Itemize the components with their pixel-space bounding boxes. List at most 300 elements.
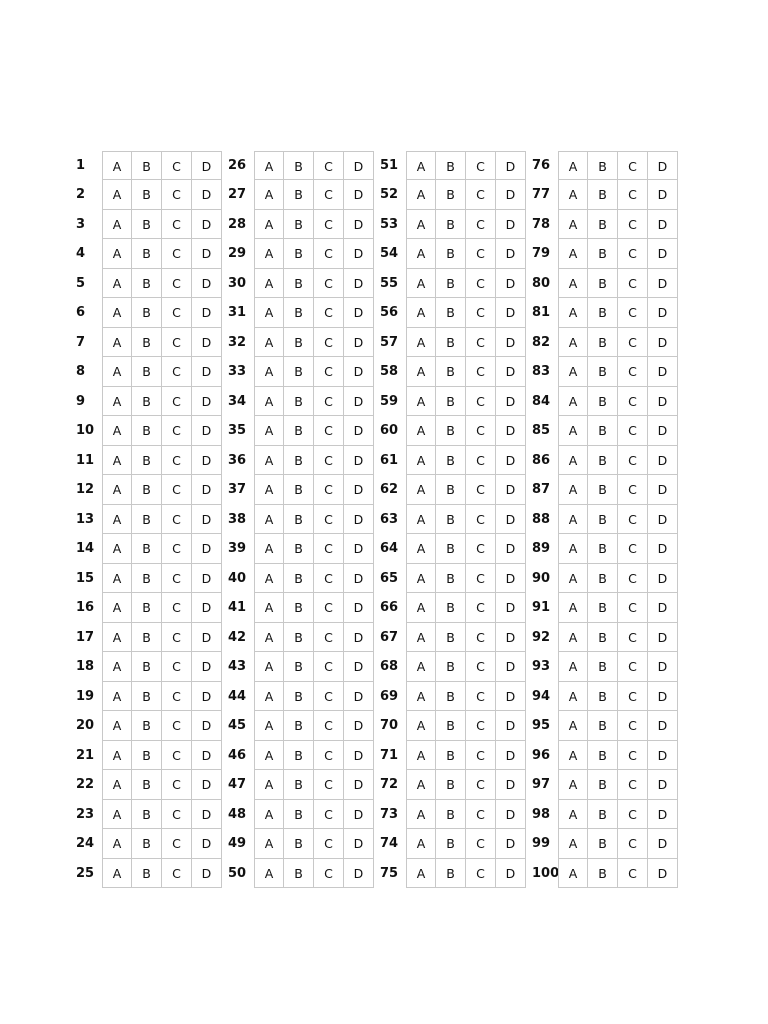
- answer-choice-b[interactable]: B: [436, 682, 466, 711]
- answer-choice-b[interactable]: B: [588, 446, 618, 475]
- answer-choice-a[interactable]: A: [102, 475, 132, 504]
- answer-choice-a[interactable]: A: [558, 741, 588, 770]
- answer-choice-c[interactable]: C: [618, 652, 648, 681]
- answer-choice-b[interactable]: B: [436, 210, 466, 239]
- answer-choice-c[interactable]: C: [162, 770, 192, 799]
- answer-choice-d[interactable]: D: [496, 180, 526, 209]
- answer-choice-a[interactable]: A: [406, 711, 436, 740]
- answer-choice-a[interactable]: A: [254, 328, 284, 357]
- answer-choice-a[interactable]: A: [102, 328, 132, 357]
- answer-choice-d[interactable]: D: [192, 682, 222, 711]
- answer-choice-a[interactable]: A: [254, 151, 284, 180]
- answer-choice-a[interactable]: A: [406, 829, 436, 858]
- answer-choice-b[interactable]: B: [436, 770, 466, 799]
- answer-choice-c[interactable]: C: [162, 210, 192, 239]
- answer-choice-d[interactable]: D: [496, 328, 526, 357]
- answer-choice-a[interactable]: A: [558, 564, 588, 593]
- answer-choice-c[interactable]: C: [314, 328, 344, 357]
- answer-choice-c[interactable]: C: [466, 564, 496, 593]
- answer-choice-b[interactable]: B: [436, 151, 466, 180]
- answer-choice-a[interactable]: A: [558, 770, 588, 799]
- answer-choice-a[interactable]: A: [102, 682, 132, 711]
- answer-choice-c[interactable]: C: [162, 741, 192, 770]
- answer-choice-b[interactable]: B: [132, 800, 162, 829]
- answer-choice-b[interactable]: B: [284, 210, 314, 239]
- answer-choice-d[interactable]: D: [192, 475, 222, 504]
- answer-choice-c[interactable]: C: [618, 564, 648, 593]
- answer-choice-c[interactable]: C: [466, 652, 496, 681]
- answer-choice-a[interactable]: A: [558, 416, 588, 445]
- answer-choice-d[interactable]: D: [192, 859, 222, 888]
- answer-choice-c[interactable]: C: [162, 534, 192, 563]
- answer-choice-a[interactable]: A: [102, 151, 132, 180]
- answer-choice-d[interactable]: D: [648, 210, 678, 239]
- answer-choice-a[interactable]: A: [558, 298, 588, 327]
- answer-choice-c[interactable]: C: [162, 239, 192, 268]
- answer-choice-b[interactable]: B: [284, 505, 314, 534]
- answer-choice-a[interactable]: A: [102, 741, 132, 770]
- answer-choice-a[interactable]: A: [254, 269, 284, 298]
- answer-choice-d[interactable]: D: [192, 446, 222, 475]
- answer-choice-a[interactable]: A: [102, 180, 132, 209]
- answer-choice-d[interactable]: D: [496, 269, 526, 298]
- answer-choice-d[interactable]: D: [648, 357, 678, 386]
- answer-choice-d[interactable]: D: [192, 210, 222, 239]
- answer-choice-b[interactable]: B: [284, 180, 314, 209]
- answer-choice-a[interactable]: A: [406, 328, 436, 357]
- answer-choice-b[interactable]: B: [284, 475, 314, 504]
- answer-choice-d[interactable]: D: [648, 800, 678, 829]
- answer-choice-d[interactable]: D: [648, 711, 678, 740]
- answer-choice-b[interactable]: B: [588, 564, 618, 593]
- answer-choice-b[interactable]: B: [436, 387, 466, 416]
- answer-choice-c[interactable]: C: [314, 416, 344, 445]
- answer-choice-d[interactable]: D: [648, 770, 678, 799]
- answer-choice-a[interactable]: A: [406, 534, 436, 563]
- answer-choice-b[interactable]: B: [284, 564, 314, 593]
- answer-choice-a[interactable]: A: [254, 210, 284, 239]
- answer-choice-d[interactable]: D: [648, 829, 678, 858]
- answer-choice-d[interactable]: D: [648, 741, 678, 770]
- answer-choice-b[interactable]: B: [132, 564, 162, 593]
- answer-choice-d[interactable]: D: [192, 505, 222, 534]
- answer-choice-a[interactable]: A: [406, 475, 436, 504]
- answer-choice-a[interactable]: A: [406, 505, 436, 534]
- answer-choice-a[interactable]: A: [254, 298, 284, 327]
- answer-choice-c[interactable]: C: [466, 829, 496, 858]
- answer-choice-c[interactable]: C: [162, 357, 192, 386]
- answer-choice-d[interactable]: D: [344, 298, 374, 327]
- answer-choice-a[interactable]: A: [558, 475, 588, 504]
- answer-choice-b[interactable]: B: [588, 711, 618, 740]
- answer-choice-c[interactable]: C: [314, 682, 344, 711]
- answer-choice-d[interactable]: D: [648, 180, 678, 209]
- answer-choice-a[interactable]: A: [558, 652, 588, 681]
- answer-choice-d[interactable]: D: [192, 180, 222, 209]
- answer-choice-b[interactable]: B: [436, 593, 466, 622]
- answer-choice-b[interactable]: B: [588, 357, 618, 386]
- answer-choice-b[interactable]: B: [284, 269, 314, 298]
- answer-choice-a[interactable]: A: [406, 416, 436, 445]
- answer-choice-c[interactable]: C: [618, 682, 648, 711]
- answer-choice-c[interactable]: C: [466, 180, 496, 209]
- answer-choice-d[interactable]: D: [496, 416, 526, 445]
- answer-choice-a[interactable]: A: [406, 564, 436, 593]
- answer-choice-d[interactable]: D: [344, 357, 374, 386]
- answer-choice-b[interactable]: B: [436, 505, 466, 534]
- answer-choice-c[interactable]: C: [618, 239, 648, 268]
- answer-choice-b[interactable]: B: [588, 269, 618, 298]
- answer-choice-a[interactable]: A: [406, 298, 436, 327]
- answer-choice-d[interactable]: D: [192, 534, 222, 563]
- answer-choice-b[interactable]: B: [436, 180, 466, 209]
- answer-choice-b[interactable]: B: [588, 593, 618, 622]
- answer-choice-a[interactable]: A: [558, 151, 588, 180]
- answer-choice-b[interactable]: B: [132, 180, 162, 209]
- answer-choice-c[interactable]: C: [314, 800, 344, 829]
- answer-choice-b[interactable]: B: [588, 741, 618, 770]
- answer-choice-c[interactable]: C: [314, 564, 344, 593]
- answer-choice-b[interactable]: B: [284, 593, 314, 622]
- answer-choice-b[interactable]: B: [284, 534, 314, 563]
- answer-choice-d[interactable]: D: [192, 298, 222, 327]
- answer-choice-b[interactable]: B: [436, 328, 466, 357]
- answer-choice-c[interactable]: C: [314, 446, 344, 475]
- answer-choice-b[interactable]: B: [132, 475, 162, 504]
- answer-choice-c[interactable]: C: [618, 210, 648, 239]
- answer-choice-a[interactable]: A: [102, 357, 132, 386]
- answer-choice-a[interactable]: A: [254, 711, 284, 740]
- answer-choice-c[interactable]: C: [314, 357, 344, 386]
- answer-choice-a[interactable]: A: [254, 416, 284, 445]
- answer-choice-b[interactable]: B: [284, 298, 314, 327]
- answer-choice-b[interactable]: B: [588, 534, 618, 563]
- answer-choice-a[interactable]: A: [254, 593, 284, 622]
- answer-choice-d[interactable]: D: [344, 800, 374, 829]
- answer-choice-c[interactable]: C: [466, 770, 496, 799]
- answer-choice-d[interactable]: D: [496, 711, 526, 740]
- answer-choice-c[interactable]: C: [314, 387, 344, 416]
- answer-choice-c[interactable]: C: [314, 239, 344, 268]
- answer-choice-a[interactable]: A: [558, 328, 588, 357]
- answer-choice-c[interactable]: C: [618, 151, 648, 180]
- answer-choice-c[interactable]: C: [618, 623, 648, 652]
- answer-choice-b[interactable]: B: [436, 269, 466, 298]
- answer-choice-a[interactable]: A: [254, 505, 284, 534]
- answer-choice-d[interactable]: D: [648, 859, 678, 888]
- answer-choice-b[interactable]: B: [132, 151, 162, 180]
- answer-choice-a[interactable]: A: [102, 711, 132, 740]
- answer-choice-c[interactable]: C: [162, 180, 192, 209]
- answer-choice-c[interactable]: C: [314, 593, 344, 622]
- answer-choice-c[interactable]: C: [314, 298, 344, 327]
- answer-choice-b[interactable]: B: [284, 446, 314, 475]
- answer-choice-d[interactable]: D: [192, 623, 222, 652]
- answer-choice-d[interactable]: D: [344, 328, 374, 357]
- answer-choice-b[interactable]: B: [132, 534, 162, 563]
- answer-choice-a[interactable]: A: [406, 800, 436, 829]
- answer-choice-d[interactable]: D: [496, 564, 526, 593]
- answer-choice-c[interactable]: C: [162, 475, 192, 504]
- answer-choice-c[interactable]: C: [466, 800, 496, 829]
- answer-choice-a[interactable]: A: [102, 800, 132, 829]
- answer-choice-c[interactable]: C: [618, 505, 648, 534]
- answer-choice-b[interactable]: B: [132, 770, 162, 799]
- answer-choice-c[interactable]: C: [618, 593, 648, 622]
- answer-choice-c[interactable]: C: [162, 387, 192, 416]
- answer-choice-b[interactable]: B: [436, 239, 466, 268]
- answer-choice-a[interactable]: A: [254, 387, 284, 416]
- answer-choice-b[interactable]: B: [588, 239, 618, 268]
- answer-choice-c[interactable]: C: [618, 741, 648, 770]
- answer-choice-a[interactable]: A: [558, 534, 588, 563]
- answer-choice-b[interactable]: B: [132, 387, 162, 416]
- answer-choice-d[interactable]: D: [496, 239, 526, 268]
- answer-choice-a[interactable]: A: [406, 446, 436, 475]
- answer-choice-d[interactable]: D: [648, 564, 678, 593]
- answer-choice-a[interactable]: A: [558, 859, 588, 888]
- answer-choice-b[interactable]: B: [436, 652, 466, 681]
- answer-choice-b[interactable]: B: [132, 711, 162, 740]
- answer-choice-d[interactable]: D: [648, 446, 678, 475]
- answer-choice-d[interactable]: D: [648, 239, 678, 268]
- answer-choice-c[interactable]: C: [162, 269, 192, 298]
- answer-choice-c[interactable]: C: [314, 859, 344, 888]
- answer-choice-d[interactable]: D: [496, 475, 526, 504]
- answer-choice-d[interactable]: D: [648, 387, 678, 416]
- answer-choice-d[interactable]: D: [648, 534, 678, 563]
- answer-choice-a[interactable]: A: [254, 770, 284, 799]
- answer-choice-d[interactable]: D: [344, 387, 374, 416]
- answer-choice-a[interactable]: A: [254, 446, 284, 475]
- answer-choice-b[interactable]: B: [132, 416, 162, 445]
- answer-choice-a[interactable]: A: [102, 269, 132, 298]
- answer-choice-a[interactable]: A: [102, 505, 132, 534]
- answer-choice-b[interactable]: B: [284, 357, 314, 386]
- answer-choice-d[interactable]: D: [344, 859, 374, 888]
- answer-choice-d[interactable]: D: [496, 151, 526, 180]
- answer-choice-d[interactable]: D: [344, 564, 374, 593]
- answer-choice-b[interactable]: B: [436, 623, 466, 652]
- answer-choice-a[interactable]: A: [102, 652, 132, 681]
- answer-choice-c[interactable]: C: [466, 357, 496, 386]
- answer-choice-c[interactable]: C: [618, 328, 648, 357]
- answer-choice-d[interactable]: D: [192, 269, 222, 298]
- answer-choice-a[interactable]: A: [406, 151, 436, 180]
- answer-choice-c[interactable]: C: [162, 652, 192, 681]
- answer-choice-d[interactable]: D: [344, 505, 374, 534]
- answer-choice-b[interactable]: B: [588, 859, 618, 888]
- answer-choice-c[interactable]: C: [314, 180, 344, 209]
- answer-choice-a[interactable]: A: [102, 593, 132, 622]
- answer-choice-d[interactable]: D: [648, 623, 678, 652]
- answer-choice-b[interactable]: B: [588, 829, 618, 858]
- answer-choice-c[interactable]: C: [618, 446, 648, 475]
- answer-choice-a[interactable]: A: [558, 180, 588, 209]
- answer-choice-a[interactable]: A: [558, 711, 588, 740]
- answer-choice-d[interactable]: D: [192, 151, 222, 180]
- answer-choice-c[interactable]: C: [466, 741, 496, 770]
- answer-choice-a[interactable]: A: [102, 534, 132, 563]
- answer-choice-d[interactable]: D: [648, 475, 678, 504]
- answer-choice-b[interactable]: B: [588, 416, 618, 445]
- answer-choice-c[interactable]: C: [162, 623, 192, 652]
- answer-choice-b[interactable]: B: [284, 416, 314, 445]
- answer-choice-b[interactable]: B: [588, 151, 618, 180]
- answer-choice-c[interactable]: C: [618, 357, 648, 386]
- answer-choice-c[interactable]: C: [618, 829, 648, 858]
- answer-choice-c[interactable]: C: [162, 328, 192, 357]
- answer-choice-c[interactable]: C: [466, 239, 496, 268]
- answer-choice-b[interactable]: B: [284, 652, 314, 681]
- answer-choice-c[interactable]: C: [162, 593, 192, 622]
- answer-choice-a[interactable]: A: [254, 239, 284, 268]
- answer-choice-b[interactable]: B: [284, 711, 314, 740]
- answer-choice-d[interactable]: D: [344, 416, 374, 445]
- answer-choice-d[interactable]: D: [496, 741, 526, 770]
- answer-choice-c[interactable]: C: [314, 534, 344, 563]
- answer-choice-b[interactable]: B: [132, 269, 162, 298]
- answer-choice-d[interactable]: D: [192, 652, 222, 681]
- answer-choice-a[interactable]: A: [102, 239, 132, 268]
- answer-choice-b[interactable]: B: [132, 298, 162, 327]
- answer-choice-b[interactable]: B: [284, 859, 314, 888]
- answer-choice-d[interactable]: D: [192, 239, 222, 268]
- answer-choice-b[interactable]: B: [436, 859, 466, 888]
- answer-choice-d[interactable]: D: [496, 770, 526, 799]
- answer-choice-d[interactable]: D: [192, 800, 222, 829]
- answer-choice-a[interactable]: A: [102, 829, 132, 858]
- answer-choice-c[interactable]: C: [314, 770, 344, 799]
- answer-choice-b[interactable]: B: [588, 387, 618, 416]
- answer-choice-b[interactable]: B: [132, 505, 162, 534]
- answer-choice-c[interactable]: C: [618, 859, 648, 888]
- answer-choice-c[interactable]: C: [466, 682, 496, 711]
- answer-choice-c[interactable]: C: [466, 475, 496, 504]
- answer-choice-c[interactable]: C: [162, 298, 192, 327]
- answer-choice-d[interactable]: D: [344, 829, 374, 858]
- answer-choice-a[interactable]: A: [102, 387, 132, 416]
- answer-choice-d[interactable]: D: [496, 505, 526, 534]
- answer-choice-d[interactable]: D: [496, 682, 526, 711]
- answer-choice-d[interactable]: D: [648, 652, 678, 681]
- answer-choice-d[interactable]: D: [496, 859, 526, 888]
- answer-choice-a[interactable]: A: [558, 623, 588, 652]
- answer-choice-c[interactable]: C: [314, 505, 344, 534]
- answer-choice-b[interactable]: B: [436, 741, 466, 770]
- answer-choice-c[interactable]: C: [466, 859, 496, 888]
- answer-choice-a[interactable]: A: [102, 770, 132, 799]
- answer-choice-d[interactable]: D: [648, 269, 678, 298]
- answer-choice-a[interactable]: A: [558, 593, 588, 622]
- answer-choice-a[interactable]: A: [406, 593, 436, 622]
- answer-choice-a[interactable]: A: [254, 623, 284, 652]
- answer-choice-d[interactable]: D: [344, 770, 374, 799]
- answer-choice-c[interactable]: C: [618, 180, 648, 209]
- answer-choice-a[interactable]: A: [406, 623, 436, 652]
- answer-choice-d[interactable]: D: [648, 416, 678, 445]
- answer-choice-a[interactable]: A: [102, 298, 132, 327]
- answer-choice-b[interactable]: B: [588, 505, 618, 534]
- answer-choice-b[interactable]: B: [436, 800, 466, 829]
- answer-choice-b[interactable]: B: [284, 151, 314, 180]
- answer-choice-b[interactable]: B: [132, 357, 162, 386]
- answer-choice-b[interactable]: B: [132, 682, 162, 711]
- answer-choice-c[interactable]: C: [314, 829, 344, 858]
- answer-choice-a[interactable]: A: [254, 180, 284, 209]
- answer-choice-a[interactable]: A: [254, 475, 284, 504]
- answer-choice-c[interactable]: C: [466, 298, 496, 327]
- answer-choice-d[interactable]: D: [648, 505, 678, 534]
- answer-choice-a[interactable]: A: [558, 387, 588, 416]
- answer-choice-d[interactable]: D: [192, 770, 222, 799]
- answer-choice-b[interactable]: B: [284, 623, 314, 652]
- answer-choice-a[interactable]: A: [406, 387, 436, 416]
- answer-choice-b[interactable]: B: [132, 652, 162, 681]
- answer-choice-c[interactable]: C: [162, 416, 192, 445]
- answer-choice-c[interactable]: C: [162, 151, 192, 180]
- answer-choice-b[interactable]: B: [284, 741, 314, 770]
- answer-choice-c[interactable]: C: [314, 475, 344, 504]
- answer-choice-a[interactable]: A: [558, 210, 588, 239]
- answer-choice-d[interactable]: D: [344, 741, 374, 770]
- answer-choice-d[interactable]: D: [344, 269, 374, 298]
- answer-choice-d[interactable]: D: [496, 298, 526, 327]
- answer-choice-b[interactable]: B: [284, 239, 314, 268]
- answer-choice-b[interactable]: B: [132, 446, 162, 475]
- answer-choice-c[interactable]: C: [314, 711, 344, 740]
- answer-choice-d[interactable]: D: [192, 387, 222, 416]
- answer-choice-b[interactable]: B: [284, 387, 314, 416]
- answer-choice-c[interactable]: C: [162, 711, 192, 740]
- answer-choice-b[interactable]: B: [132, 741, 162, 770]
- answer-choice-b[interactable]: B: [588, 298, 618, 327]
- answer-choice-c[interactable]: C: [466, 328, 496, 357]
- answer-choice-c[interactable]: C: [618, 800, 648, 829]
- answer-choice-b[interactable]: B: [132, 210, 162, 239]
- answer-choice-d[interactable]: D: [344, 210, 374, 239]
- answer-choice-a[interactable]: A: [558, 269, 588, 298]
- answer-choice-d[interactable]: D: [496, 829, 526, 858]
- answer-choice-d[interactable]: D: [192, 593, 222, 622]
- answer-choice-d[interactable]: D: [496, 534, 526, 563]
- answer-choice-a[interactable]: A: [406, 357, 436, 386]
- answer-choice-d[interactable]: D: [344, 623, 374, 652]
- answer-choice-d[interactable]: D: [496, 652, 526, 681]
- answer-choice-b[interactable]: B: [132, 239, 162, 268]
- answer-choice-b[interactable]: B: [436, 298, 466, 327]
- answer-choice-c[interactable]: C: [314, 269, 344, 298]
- answer-choice-b[interactable]: B: [284, 770, 314, 799]
- answer-choice-d[interactable]: D: [192, 829, 222, 858]
- answer-choice-a[interactable]: A: [558, 446, 588, 475]
- answer-choice-d[interactable]: D: [192, 741, 222, 770]
- answer-choice-d[interactable]: D: [496, 800, 526, 829]
- answer-choice-d[interactable]: D: [496, 357, 526, 386]
- answer-choice-b[interactable]: B: [436, 534, 466, 563]
- answer-choice-b[interactable]: B: [588, 328, 618, 357]
- answer-choice-d[interactable]: D: [648, 593, 678, 622]
- answer-choice-b[interactable]: B: [436, 416, 466, 445]
- answer-choice-b[interactable]: B: [284, 682, 314, 711]
- answer-choice-a[interactable]: A: [254, 741, 284, 770]
- answer-choice-d[interactable]: D: [496, 446, 526, 475]
- answer-choice-b[interactable]: B: [132, 328, 162, 357]
- answer-choice-a[interactable]: A: [254, 800, 284, 829]
- answer-choice-d[interactable]: D: [192, 711, 222, 740]
- answer-choice-c[interactable]: C: [466, 534, 496, 563]
- answer-choice-d[interactable]: D: [496, 623, 526, 652]
